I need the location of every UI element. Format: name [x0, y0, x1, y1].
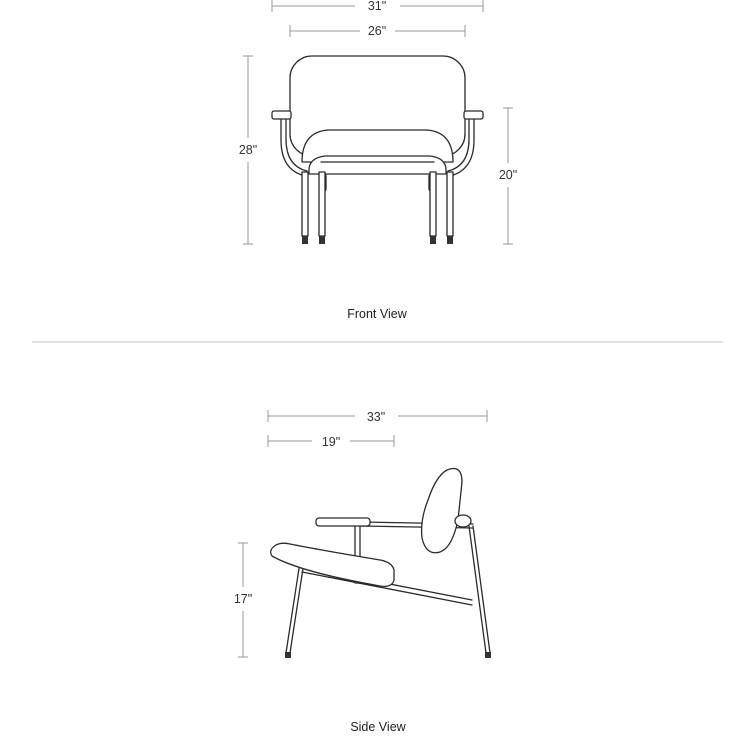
- label-arm-height: 20": [498, 168, 518, 182]
- chair-side-illustration: [271, 469, 491, 659]
- dimension-arm-height: [499, 108, 517, 244]
- label-overall-width: 31": [367, 0, 387, 13]
- dimension-seat-depth: [268, 435, 394, 449]
- dimension-seat-width: [290, 24, 465, 38]
- label-seat-width: 26": [367, 24, 387, 38]
- dimension-overall-depth: [268, 410, 487, 424]
- side-view: [234, 410, 491, 734]
- dimension-overall-height: [239, 56, 257, 244]
- side-view-caption: Side View: [350, 720, 406, 734]
- label-overall-height: 28": [238, 143, 258, 157]
- label-overall-depth: 33": [366, 410, 386, 424]
- front-view-caption: Front View: [347, 307, 407, 321]
- chair-front-illustration: [272, 56, 483, 244]
- dimension-overall-width: [272, 0, 483, 13]
- label-seat-height: 17": [233, 592, 253, 606]
- front-view: [239, 0, 517, 321]
- label-seat-depth: 19": [321, 435, 341, 449]
- dimension-seat-height: [234, 543, 252, 657]
